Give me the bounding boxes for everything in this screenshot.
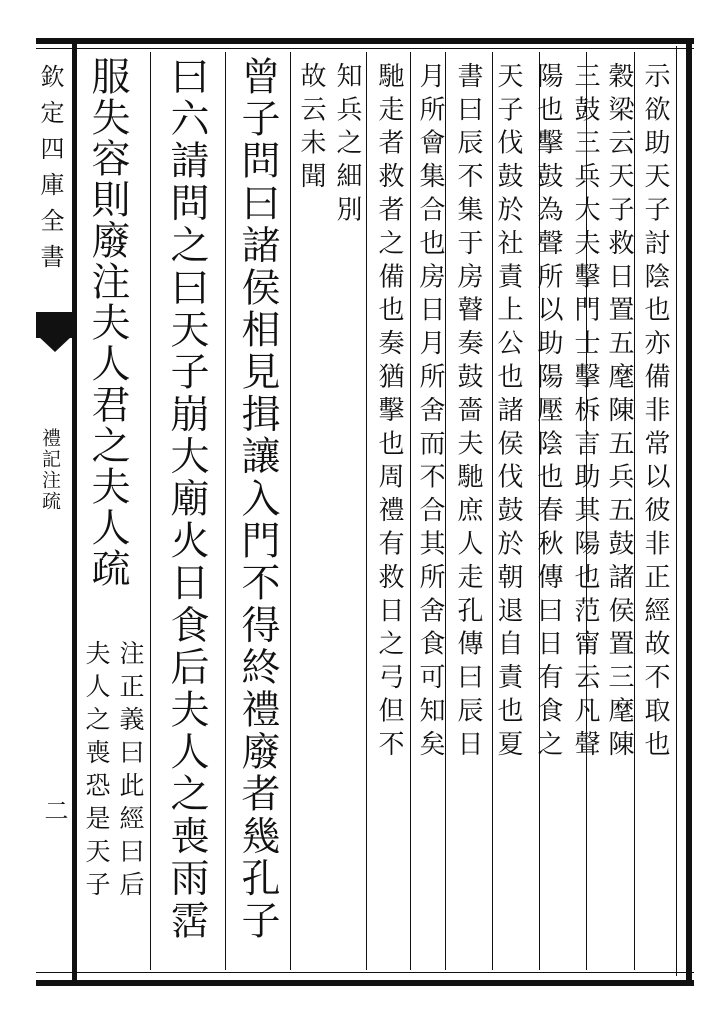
- frame-right-thin: [676, 46, 677, 976]
- column-rule: [410, 52, 411, 970]
- frame-top-thick: [36, 38, 694, 44]
- frame-bottom-thin: [36, 972, 694, 973]
- commentary-column: 天子伐鼓於社責上公也諸侯伐鼓於朝退自責也夏: [493, 62, 523, 764]
- column-rule: [366, 52, 367, 970]
- column-rule: [634, 52, 635, 970]
- gutter-fishtail-notch: [38, 336, 72, 352]
- gutter-fishtail: [36, 312, 74, 338]
- commentary-column-right-half: 注正義曰此經曰后: [116, 640, 145, 904]
- commentary-column: 陽也擊鼓為聲所以助陽壓陰也春秋傳曰日有食之: [533, 62, 563, 764]
- commentary-column: 月所會集合也房日月所舍而不合其所舍食可知矣: [415, 62, 445, 764]
- column-rule: [150, 52, 151, 970]
- commentary-column: 三鼓三兵大夫擊門士擊柝言助其陽也范甯云凡聲: [570, 62, 600, 764]
- commentary-column: 書曰辰不集于房瞽奏鼓嗇夫馳庶人走孔傳曰辰日: [453, 62, 483, 764]
- column-rule: [225, 52, 226, 970]
- commentary-column: 穀梁云天子救日置五麾陳五兵五鼓諸侯置三麾陳: [604, 62, 634, 764]
- commentary-column-left-half: 夫人之喪恐是天子: [82, 640, 111, 904]
- gutter-book-title: 禮記注疏: [39, 428, 61, 512]
- frame-bottom-thick: [36, 980, 694, 986]
- frame-top-thin: [36, 48, 694, 49]
- main-text-column: 曾子問曰諸侯相見揖讓入門不得終禮廢者幾孔子: [235, 56, 280, 943]
- commentary-column: 馳走者救者之備也奏猶擊也周禮有救日之弓但不: [374, 62, 404, 764]
- gutter-series-title: 欽定四庫全書: [36, 64, 64, 280]
- commentary-column: 示欲助天子討陰也亦備非常以彼非正經故不取也: [640, 62, 670, 764]
- main-text-column-partial: 服失容則廢注夫人君之夫人疏: [85, 56, 130, 589]
- column-rule: [445, 52, 446, 970]
- frame-right-thick: [686, 40, 692, 984]
- main-text-column: 曰六請問之曰天子崩大廟火日食后夫人之喪雨霑: [164, 56, 209, 943]
- commentary-column-short: 知兵之細別: [332, 62, 362, 229]
- column-rule: [290, 52, 291, 970]
- gutter-page-number: 二: [40, 798, 68, 822]
- frame-left: [72, 40, 77, 984]
- commentary-column-short: 故云未聞: [296, 62, 326, 196]
